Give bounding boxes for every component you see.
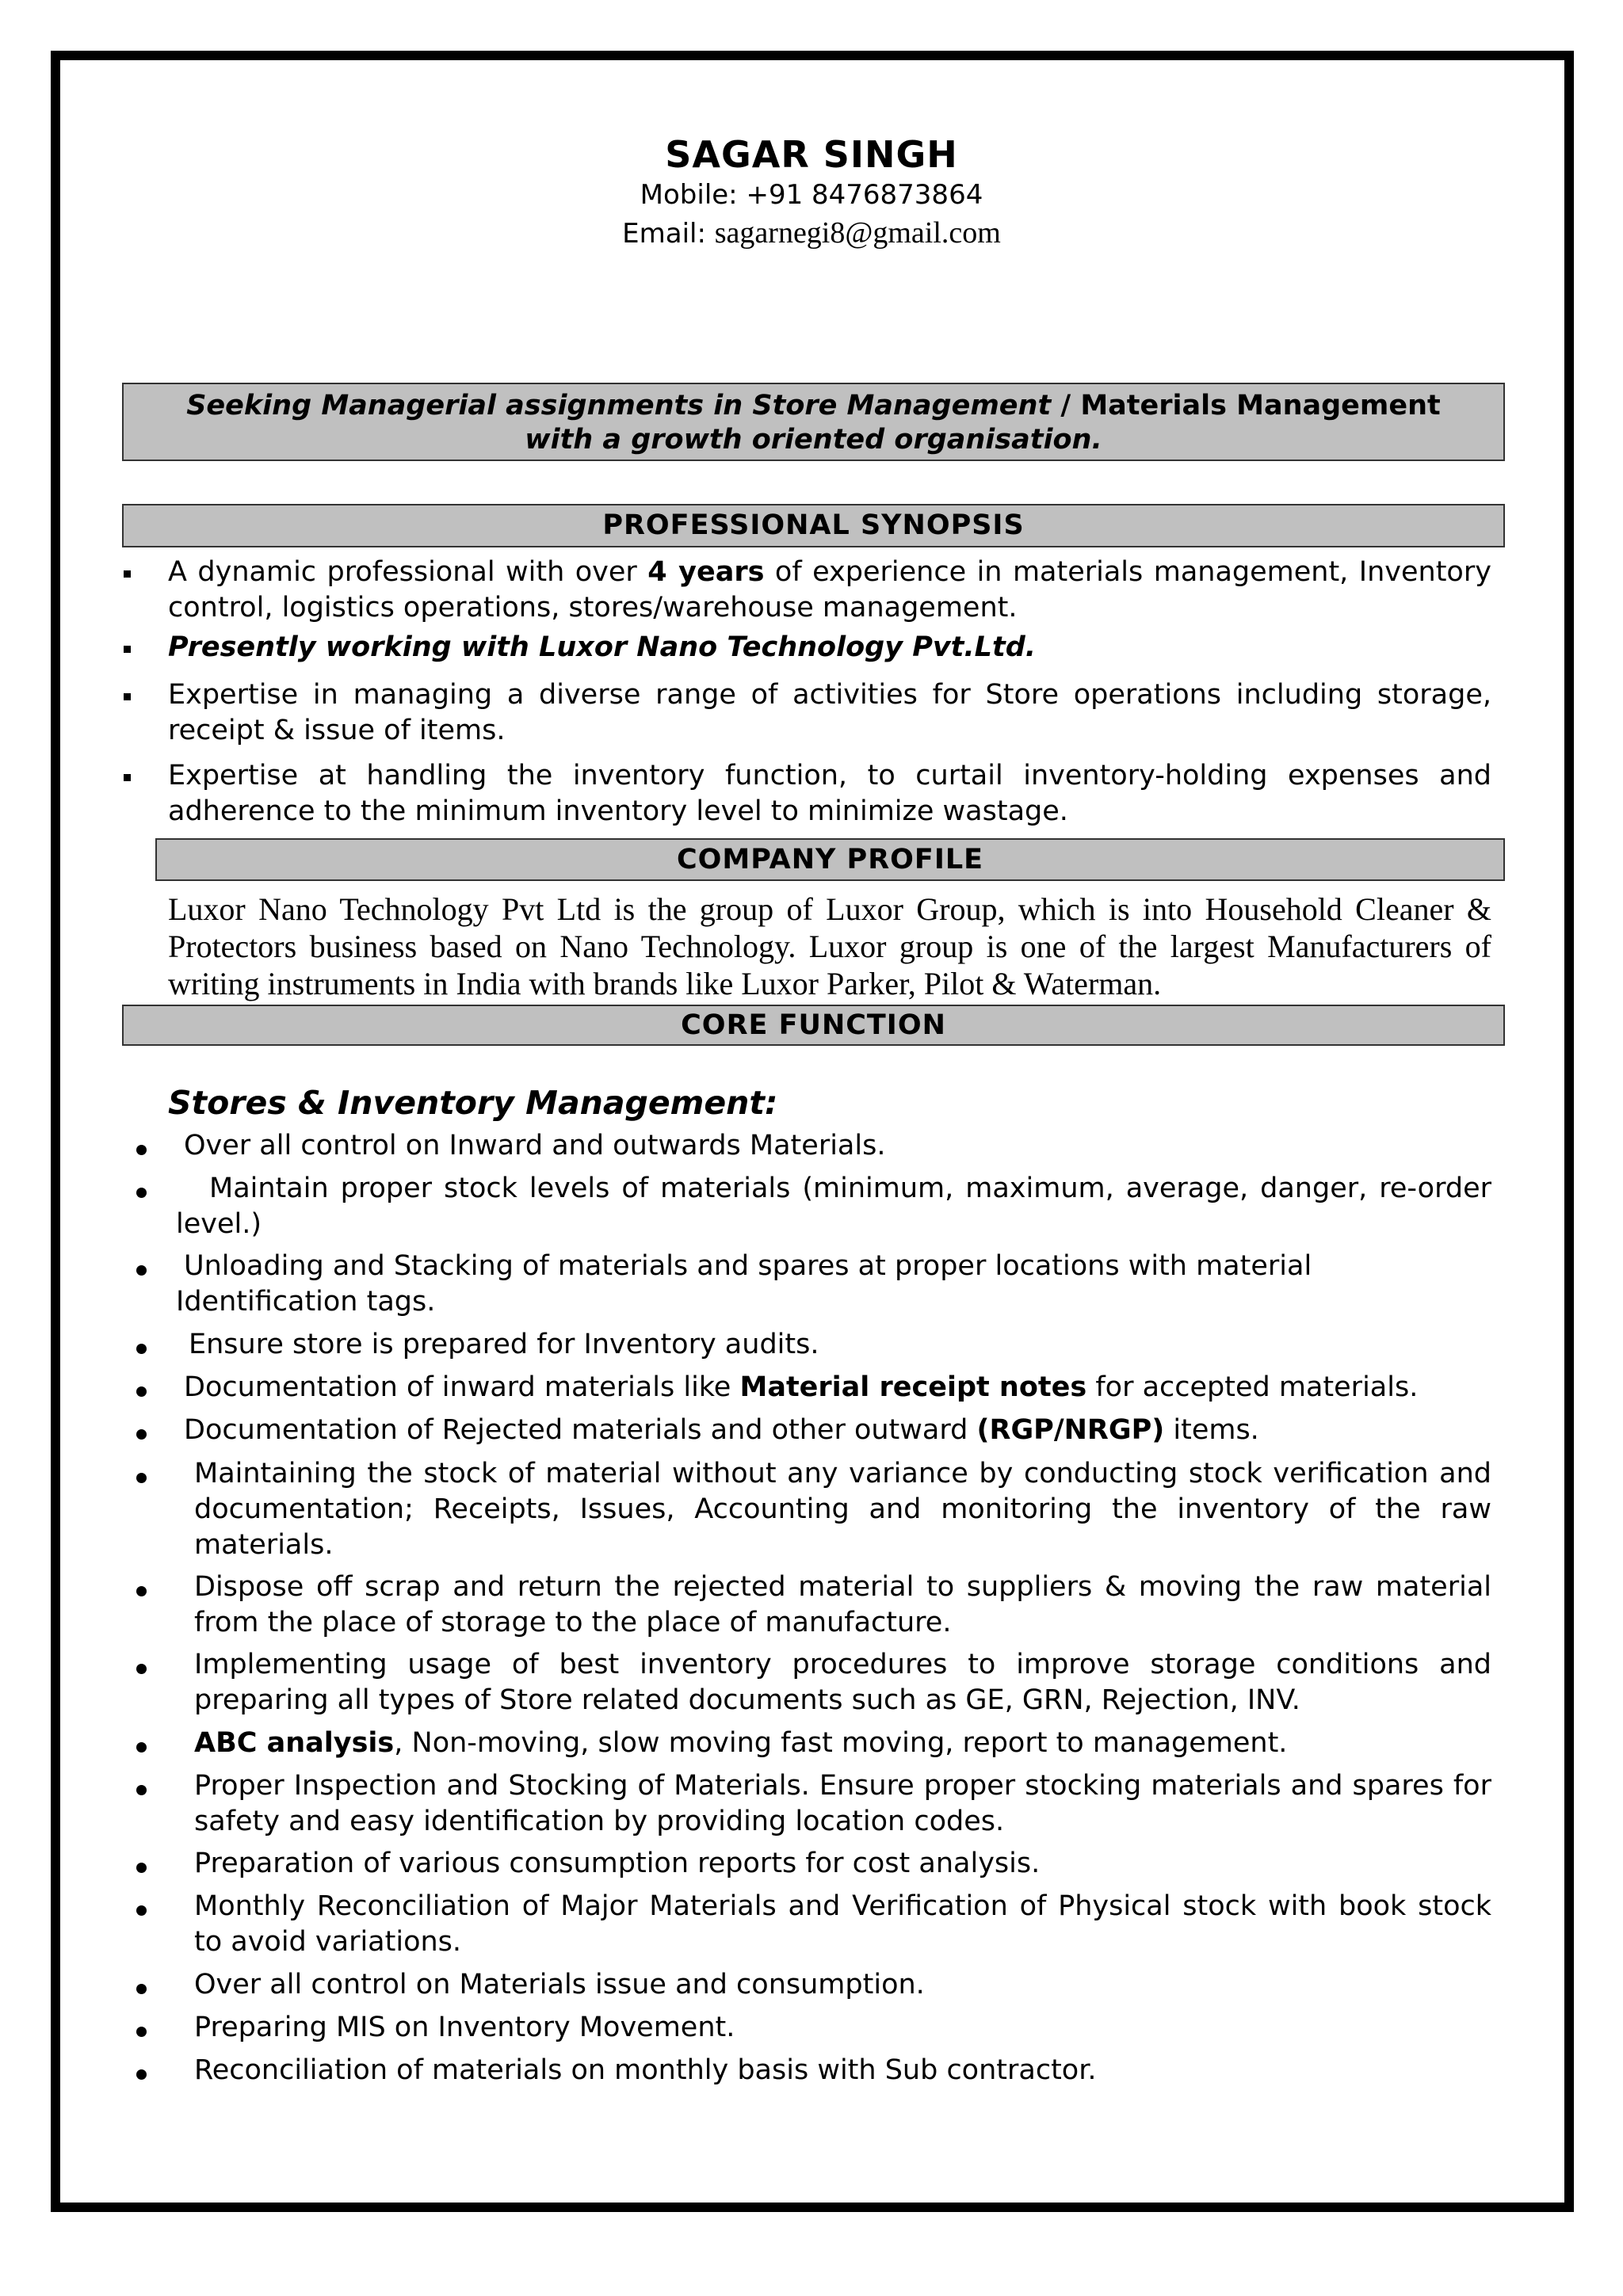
core-item-5-pre: Documentation of inward materials like [184, 1371, 731, 1403]
core-item-2: Maintain proper stock levels of materials (minimum, maximum, average, danger, re-order level.) [176, 1173, 1491, 1240]
objective-box [122, 383, 1505, 461]
core-item-12: Preparation of various consumption reports for cost analysis. [194, 1848, 1041, 1879]
mobile-value: +91 8476873864 [746, 179, 983, 211]
core-item-10-bold: ABC analysis [194, 1727, 395, 1759]
email-label: Email: [622, 218, 706, 250]
core-item-10 [194, 1726, 1491, 1761]
core-item-3-line1: Unloading and Stacking of materials and spares at proper locations with material [184, 1250, 1312, 1282]
core-item-5-bold: Material receipt notes [739, 1371, 1087, 1403]
core-item-9: Implementing usage of best inventory procedures to improve storage conditions and preparing all types of Store related documents such as GE, GRN, Rejection, INV. [194, 1649, 1491, 1716]
synopsis-item-4: Expertise at handling the inventory function, to curtail inventory-holding expenses and adherence to the minimum inventory level to minimize wastage. [168, 760, 1491, 827]
round-bullet-icon [136, 1188, 147, 1198]
core-item-4: Ensure store is prepared for Inventory audits. [189, 1329, 819, 1360]
round-bullet-icon [136, 2027, 147, 2037]
core-item-3-line2: Identification tags. [176, 1286, 436, 1318]
synopsis-item-1-bold: 4 years [647, 556, 765, 588]
synopsis-item-2: Presently working with Luxor Nano Technology Pvt.Ltd. [168, 631, 1037, 663]
core-item-5-post: for accepted materials. [1095, 1371, 1419, 1403]
square-bullet-icon [124, 646, 131, 653]
core-item-11: Proper Inspection and Stocking of Materials. Ensure proper stocking materials and spares for safety and easy identification by providing location codes. [194, 1770, 1491, 1837]
round-bullet-icon [136, 1785, 147, 1795]
round-bullet-icon [136, 1984, 147, 1994]
round-bullet-icon [136, 1265, 147, 1276]
core-item-6 [184, 1413, 1491, 1448]
synopsis-item-1-pre: A dynamic professional with over [168, 556, 637, 588]
square-bullet-icon [124, 570, 131, 578]
round-bullet-icon [136, 1664, 147, 1674]
core-subheading: Stores & Inventory Management: [168, 1084, 778, 1122]
round-bullet-icon [136, 1863, 147, 1873]
core-item-1: Over all control on Inward and outwards Materials. [184, 1130, 886, 1161]
core-item-13: Monthly Reconciliation of Major Materials and Verification of Physical stock with book stock to avoid variations. [194, 1890, 1491, 1958]
email-line [0, 215, 1623, 250]
square-bullet-icon [124, 774, 131, 781]
core-item-6-bold: (RGP/NRGP) [976, 1414, 1165, 1446]
mobile-label: Mobile: [640, 179, 738, 211]
company-text: Luxor Nano Technology Pvt Ltd is the group of Luxor Group, which is into Household Cleaner & Protectors business based on Nano Technology. Luxor group is one of the largest Manufacturers of writing instruments in India with brands like Luxor Parker, Pilot & Waterman. [168, 891, 1491, 1001]
round-bullet-icon [136, 1386, 147, 1397]
core-item-6-post: items. [1173, 1414, 1259, 1446]
mobile-line [0, 179, 1623, 211]
candidate-name: SAGAR SINGH [665, 133, 958, 176]
core-item-7: Maintaining the stock of material without any variance by conducting stock verification and documentation; Receipts, Issues, Accounting and monitoring the inventory of the raw materials. [194, 1458, 1491, 1561]
email-value: sagarnegi8@gmail.com [714, 216, 1001, 250]
core-item-14: Over all control on Materials issue and consumption. [194, 1969, 925, 2000]
synopsis-item-3: Expertise in managing a diverse range of activities for Store operations including storage, receipt & issue of items. [168, 679, 1491, 746]
objective-part1: Seeking Managerial assignments in Store Management [186, 390, 1052, 421]
core-item-3 [176, 1249, 1491, 1320]
round-bullet-icon [136, 1742, 147, 1753]
synopsis-item-1 [168, 555, 1491, 626]
synopsis-item-1-post: of experience in materials management, Inventory control, logistics operations, stores/warehouse management. [168, 556, 1491, 624]
round-bullet-icon [136, 1473, 147, 1483]
round-bullet-icon [136, 1905, 147, 1916]
round-bullet-icon [136, 2069, 147, 2080]
core-item-8: Dispose off scrap and return the rejected material to suppliers & moving the raw material from the place of storage to the place of manufacture. [194, 1571, 1491, 1638]
synopsis-heading: PROFESSIONAL SYNOPSIS [122, 504, 1505, 547]
round-bullet-icon [136, 1145, 147, 1155]
objective-part2: / Materials Management [1060, 390, 1441, 421]
square-bullet-icon [124, 693, 131, 700]
core-item-15: Preparing MIS on Inventory Movement. [194, 2012, 735, 2043]
core-item-10-post: , Non-moving, slow moving fast moving, report to management. [394, 1727, 1288, 1759]
core-heading: CORE FUNCTION [122, 1005, 1505, 1046]
round-bullet-icon [136, 1429, 147, 1440]
objective-part3: with a growth oriented organisation. [525, 424, 1102, 456]
core-item-6-pre: Documentation of Rejected materials and other outward [184, 1414, 968, 1446]
round-bullet-icon [136, 1586, 147, 1596]
round-bullet-icon [136, 1344, 147, 1354]
core-item-5 [184, 1370, 1491, 1405]
core-item-16: Reconciliation of materials on monthly basis with Sub contractor. [194, 2054, 1097, 2086]
company-heading: COMPANY PROFILE [155, 838, 1505, 881]
